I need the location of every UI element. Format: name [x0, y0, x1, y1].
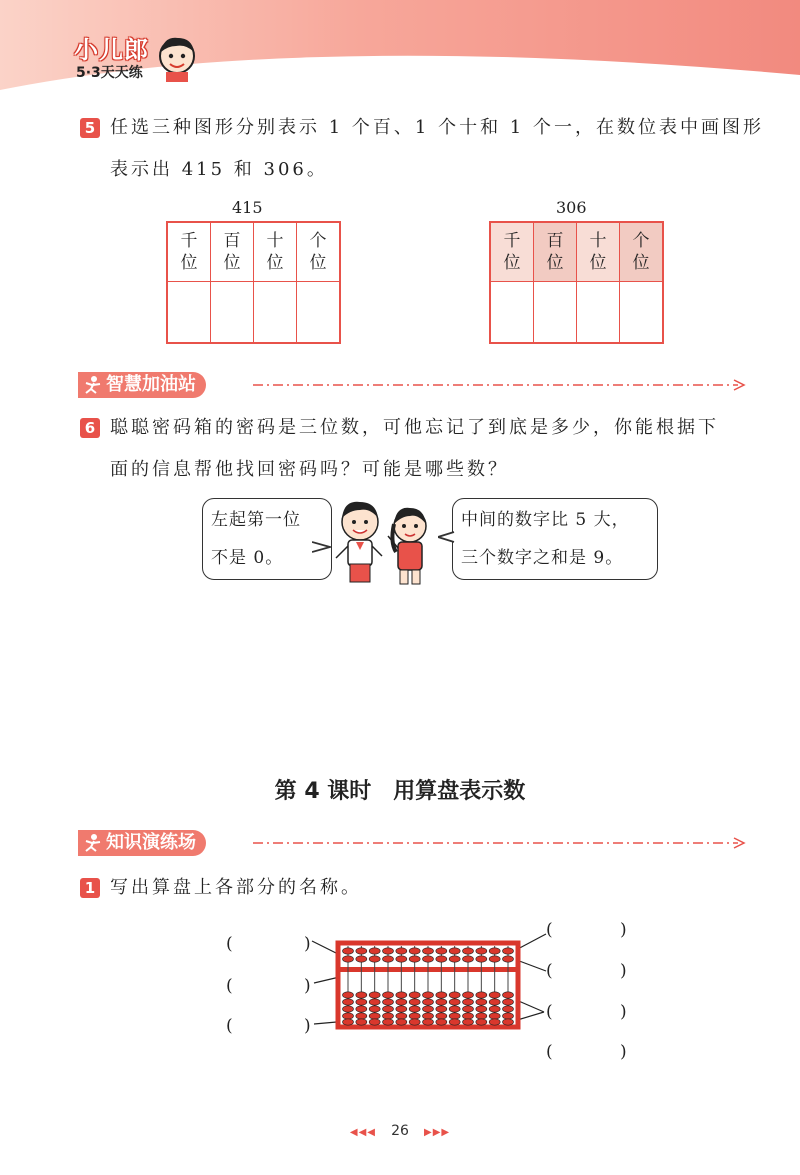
lower-bead [369, 999, 380, 1005]
lower-bead [436, 1006, 447, 1012]
lower-bead [463, 1019, 474, 1025]
answer-cell-thousands[interactable] [167, 282, 211, 344]
header-ones: 个 位 [620, 222, 664, 282]
lower-bead [503, 1019, 514, 1025]
lower-bead [463, 1013, 474, 1019]
answer-cell-hundreds[interactable] [534, 282, 577, 344]
upper-bead [396, 956, 407, 962]
upper-bead [463, 956, 474, 962]
lower-bead [383, 1019, 394, 1025]
lower-bead [343, 992, 354, 998]
logo-title: 小儿郎 [74, 36, 149, 64]
lower-bead [449, 999, 460, 1005]
lower-bead [489, 1013, 500, 1019]
speech-bubble-left [202, 498, 332, 580]
header-hundreds: 百 位 [534, 222, 577, 282]
lower-bead [503, 992, 514, 998]
lower-bead [449, 1006, 460, 1012]
running-figure-icon [82, 375, 104, 395]
lower-bead [436, 992, 447, 998]
lower-bead [409, 1019, 420, 1025]
question-6-badge: 6 [80, 418, 100, 438]
question-5-text-line1: 任选三种图形分别表示 1 个百、1 个十和 1 个一，在数位表中画图形 [110, 117, 764, 138]
lesson-title: 第 4 课时 用算盘表示数 [274, 779, 526, 804]
lower-bead [476, 1019, 487, 1025]
upper-bead [449, 948, 460, 954]
header-ones: 个 位 [297, 222, 341, 282]
cartoon-children-illustration [326, 492, 446, 592]
lower-bead [356, 1006, 367, 1012]
lower-bead [436, 1013, 447, 1019]
upper-bead [503, 948, 514, 954]
lower-bead [476, 1006, 487, 1012]
lower-bead [503, 1013, 514, 1019]
running-figure-icon [82, 833, 104, 853]
lower-bead [383, 1013, 394, 1019]
lower-bead [476, 992, 487, 998]
upper-bead [489, 948, 500, 954]
lower-bead [423, 1019, 434, 1025]
upper-bead [503, 956, 514, 962]
upper-bead [356, 956, 367, 962]
lower-bead [449, 1013, 460, 1019]
lower-bead [489, 999, 500, 1005]
question-5-badge: 5 [80, 118, 100, 138]
upper-bead [436, 948, 447, 954]
bubble-right-line2: 三个数字之和是 9。 [461, 548, 624, 568]
upper-bead [343, 948, 354, 954]
upper-bead [409, 956, 420, 962]
answer-cell-tens[interactable] [577, 282, 620, 344]
lower-bead [396, 999, 407, 1005]
lower-bead [369, 1013, 380, 1019]
lower-bead [409, 992, 420, 998]
section-bar-wisdom [78, 372, 758, 398]
prev-arrows-icon: ◀◀◀ [349, 1127, 376, 1138]
answer-cell-hundreds[interactable] [211, 282, 254, 344]
question-6-text-line2: 面的信息帮他找回密码吗？可能是哪些数？ [110, 459, 509, 480]
lower-bead [356, 992, 367, 998]
header-thousands: 千 位 [167, 222, 211, 282]
lower-bead [396, 1019, 407, 1025]
lower-bead [356, 1019, 367, 1025]
upper-bead [489, 956, 500, 962]
upper-bead [383, 956, 394, 962]
next-arrows-icon: ▶▶▶ [424, 1127, 451, 1138]
header-thousands: 千 位 [490, 222, 534, 282]
lower-bead [369, 1019, 380, 1025]
lower-bead [463, 999, 474, 1005]
lower-bead [409, 1006, 420, 1012]
upper-bead [436, 956, 447, 962]
bubble-right-line1: 中间的数字比 5 大， [461, 510, 630, 530]
lower-bead [423, 999, 434, 1005]
lower-bead [356, 1013, 367, 1019]
lower-bead [383, 1006, 394, 1012]
question-6-text-line1: 聪聪密码箱的密码是三位数，可他忘记了到底是多少，你能根据下 [110, 417, 719, 438]
speech-bubble-right [452, 498, 658, 580]
lower-bead [343, 999, 354, 1005]
upper-bead [409, 948, 420, 954]
lower-bead [503, 1006, 514, 1012]
lower-bead [409, 1013, 420, 1019]
lower-bead [489, 1006, 500, 1012]
upper-bead [423, 956, 434, 962]
section-label: 知识演练场 [78, 830, 206, 856]
answer-cell-ones[interactable] [620, 282, 664, 344]
lower-bead [369, 1006, 380, 1012]
section-bar-practice [78, 830, 758, 856]
logo-subtitle: 5·3天天练 [76, 65, 143, 81]
lower-bead [436, 999, 447, 1005]
mascot-logo-icon [156, 34, 198, 82]
lower-bead [423, 992, 434, 998]
answer-cell-tens[interactable] [254, 282, 297, 344]
lower-bead [343, 1013, 354, 1019]
table-415-label: 415 [232, 198, 263, 217]
lower-bead [449, 992, 460, 998]
header-hundreds: 百 位 [211, 222, 254, 282]
lower-bead [383, 999, 394, 1005]
lower-bead [489, 992, 500, 998]
upper-bead [356, 948, 367, 954]
lower-bead [396, 1006, 407, 1012]
question-5-text-line2: 表示出 415 和 306。 [110, 159, 328, 180]
answer-cell-thousands[interactable] [490, 282, 534, 344]
question-1-badge: 1 [80, 878, 100, 898]
question-1-text: 写出算盘上各部分的名称。 [110, 877, 362, 898]
abacus-diagram [300, 925, 550, 1035]
bubble-left-line2: 不是 0。 [211, 548, 284, 568]
place-value-table-415 [166, 221, 341, 344]
page-footer [0, 1120, 800, 1139]
lower-bead [383, 992, 394, 998]
upper-bead [343, 956, 354, 962]
header-tens: 十 位 [577, 222, 620, 282]
page-number: 26 [391, 1123, 409, 1139]
lower-bead [423, 1013, 434, 1019]
upper-bead [383, 948, 394, 954]
lower-bead [436, 1019, 447, 1025]
lower-bead [356, 999, 367, 1005]
lower-bead [503, 999, 514, 1005]
lower-bead [463, 1006, 474, 1012]
lower-bead [369, 992, 380, 998]
upper-bead [423, 948, 434, 954]
lower-bead [409, 999, 420, 1005]
lower-bead [343, 1019, 354, 1025]
answer-cell-ones[interactable] [297, 282, 341, 344]
upper-bead [476, 956, 487, 962]
lower-bead [489, 1019, 500, 1025]
upper-bead [396, 948, 407, 954]
lower-bead [476, 1013, 487, 1019]
lower-bead [463, 992, 474, 998]
upper-bead [449, 956, 460, 962]
upper-bead [476, 948, 487, 954]
lower-bead [396, 1013, 407, 1019]
table-306-label: 306 [556, 198, 587, 217]
upper-bead [369, 948, 380, 954]
lower-bead [476, 999, 487, 1005]
lower-bead [449, 1019, 460, 1025]
upper-bead [369, 956, 380, 962]
section-label: 智慧加油站 [78, 372, 206, 398]
place-value-table-306 [489, 221, 664, 344]
header-tens: 十 位 [254, 222, 297, 282]
lower-bead [396, 992, 407, 998]
lower-bead [343, 1006, 354, 1012]
bubble-left-line1: 左起第一位 [211, 510, 301, 530]
upper-bead [463, 948, 474, 954]
lower-bead [423, 1006, 434, 1012]
